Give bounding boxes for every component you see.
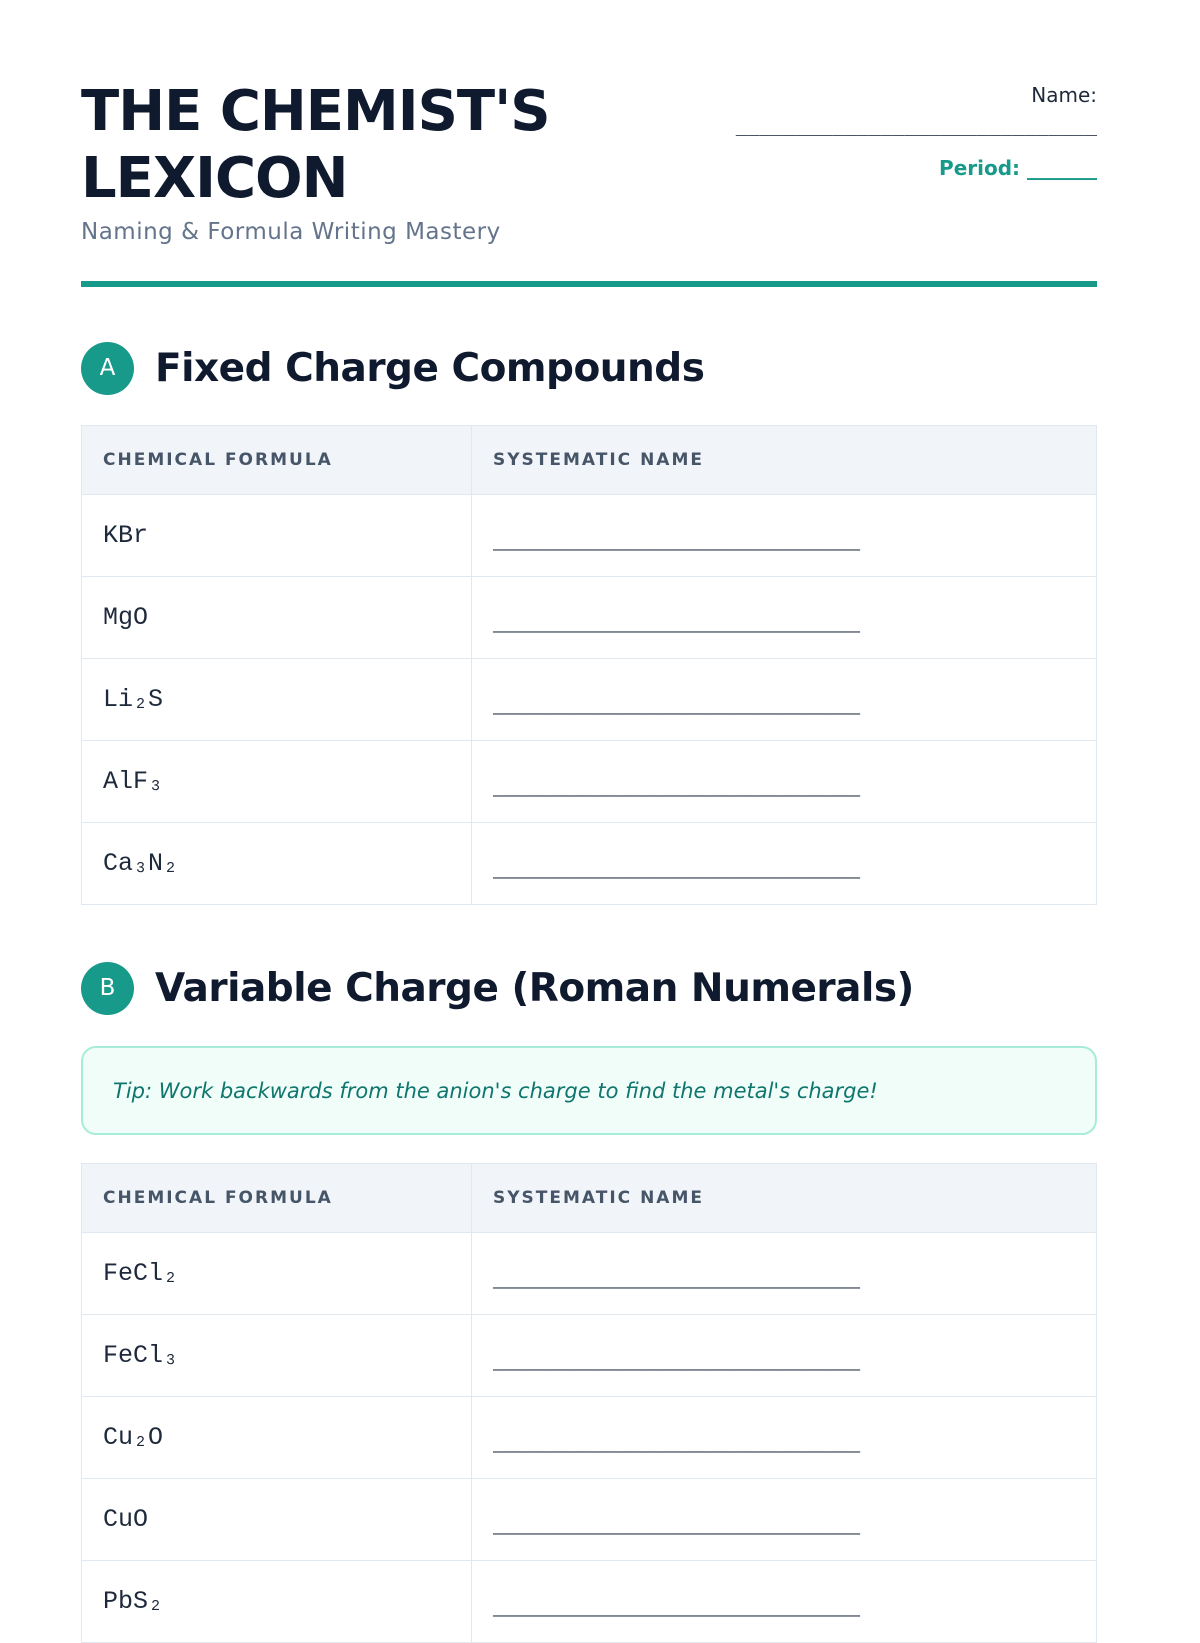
formula-cell: FeCl₃ [82, 1315, 472, 1397]
answer-blank[interactable]: ______________________________ [472, 823, 1097, 905]
title-line-1: THE CHEMIST'S [81, 79, 550, 144]
formula-cell: KBr [82, 495, 472, 577]
name-label: Name: [1031, 83, 1097, 107]
table-row [82, 741, 1097, 823]
section-fixed-charge [81, 340, 1097, 905]
table-row [82, 659, 1097, 741]
formula-cell: Ca₃N₂ [82, 823, 472, 905]
table-row [82, 495, 1097, 577]
formula-cell: MgO [82, 577, 472, 659]
formula-cell: AlF₃ [82, 741, 472, 823]
worksheet-header [81, 0, 1097, 287]
page-subtitle: Naming & Formula Writing Mastery [81, 219, 501, 245]
answer-blank[interactable]: ______________________________ [472, 1315, 1097, 1397]
section-badge: A [81, 342, 134, 395]
answer-blank[interactable]: ______________________________ [472, 741, 1097, 823]
column-header-name: SYSTEMATIC NAME [472, 426, 1097, 495]
table-row [82, 577, 1097, 659]
answer-blank[interactable]: ______________________________ [472, 1561, 1097, 1643]
table-header-row [82, 1164, 1097, 1233]
table-row [82, 1315, 1097, 1397]
answer-blank[interactable]: ______________________________ [472, 1397, 1097, 1479]
formula-cell: Li₂S [82, 659, 472, 741]
section-header [81, 960, 1097, 1016]
table-header-row [82, 426, 1097, 495]
header-divider [81, 281, 1097, 287]
section-header [81, 340, 1097, 396]
answer-blank[interactable]: ______________________________ [472, 495, 1097, 577]
formula-cell: FeCl₂ [82, 1233, 472, 1315]
formula-table [81, 1163, 1097, 1643]
formula-table [81, 425, 1097, 905]
answer-blank[interactable]: ______________________________ [472, 1479, 1097, 1561]
table-row [82, 1397, 1097, 1479]
answer-blank[interactable]: ______________________________ [472, 659, 1097, 741]
formula-cell: Cu₂O [82, 1397, 472, 1479]
column-header-formula: CHEMICAL FORMULA [82, 426, 472, 495]
column-header-formula: CHEMICAL FORMULA [82, 1164, 472, 1233]
student-info [736, 83, 1097, 180]
name-field[interactable]: ______________________________ [735, 112, 1097, 136]
title-line-2: LEXICON [81, 146, 348, 211]
period-field[interactable]: Period: _______ [939, 156, 1097, 180]
answer-blank[interactable]: ______________________________ [472, 577, 1097, 659]
page-title [81, 78, 550, 212]
column-header-name: SYSTEMATIC NAME [472, 1164, 1097, 1233]
formula-cell: PbS₂ [82, 1561, 472, 1643]
section-title: Variable Charge (Roman Numerals) [155, 965, 914, 1011]
section-badge: B [81, 962, 134, 1015]
table-row [82, 823, 1097, 905]
formula-cell: CuO [82, 1479, 472, 1561]
tip-callout: Tip: Work backwards from the anion's charge to find the metal's charge! [81, 1046, 1097, 1135]
section-variable-charge [81, 960, 1097, 1643]
table-row [82, 1479, 1097, 1561]
section-title: Fixed Charge Compounds [155, 345, 705, 391]
table-row [82, 1561, 1097, 1643]
table-row [82, 1233, 1097, 1315]
answer-blank[interactable]: ______________________________ [472, 1233, 1097, 1315]
